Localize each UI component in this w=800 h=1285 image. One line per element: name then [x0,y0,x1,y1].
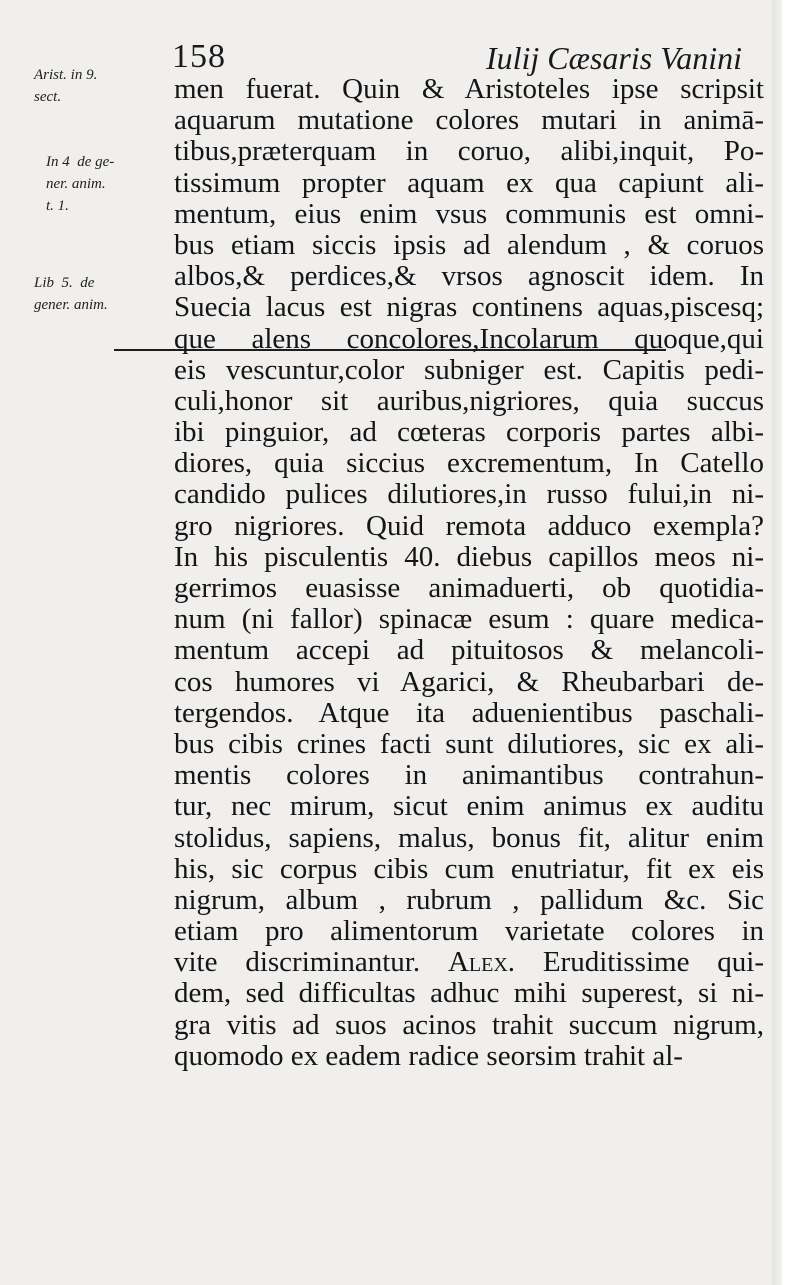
text-line: cos humores vi Agarici, & Rheubarbari de- [174,666,764,698]
text-line: men fuerat. Quin & Aristoteles ipse scripsit [174,74,764,105]
text-line-speaker [174,947,764,978]
text-line: gra vitis ad suos acinos trahit succum nigrum, [174,1009,764,1041]
speaker-name: Alex. [447,947,516,979]
text-line: quomodo ex eadem radice seorsim trahit al- [174,1040,683,1072]
text-line: bus etiam siccis ipsis ad alendum , & coruos [174,229,764,261]
text-line: num (ni fallor) spinacæ esum : quare medica- [174,604,764,636]
text-line: bus cibis crines facti sunt dilutiores, sic ex ali- [174,728,764,760]
text-line: diores, quia siccius excrementum, In Catello [174,448,764,480]
text-line: In his pisculentis 40. diebus capillos meos ni- [174,541,764,573]
text-line: albos,& perdices,& vrsos agnoscit idem. In [174,261,764,293]
text-line: aquarum mutatione colores mutari in animā- [174,105,764,137]
text-line: his, sic corpus cibis cum enutriatur, fit ex eis [174,853,764,885]
text-line: stolidus, sapiens, malus, bonus fit, alitur enim [174,822,764,854]
margin-note: In 4 de ge- ner. anim. t. 1. [46,154,115,214]
text-line: nigrum, album , rubrum , pallidum &c. Sic [174,884,764,916]
text-line: mentis colores in animantibus contrahun- [174,760,764,792]
text-line: tur, nec mirum, sicut enim animus ex auditu [174,791,764,823]
text-line: etiam pro alimentorum varietate colores in [174,916,764,948]
running-head: Iulij Cæsaris Vanini [485,40,742,76]
text-line: culi,honor sit auribus,nigriores, quia succus [174,385,764,417]
margin-notes [0,0,170,400]
text-line: dem, sed difficultas adhuc mihi superest, si ni- [174,978,764,1010]
text-line: tergendos. Atque ita aduenientibus paschali- [174,697,764,729]
page-edge-shadow [772,0,782,1285]
page-number: 158 [172,38,226,75]
text-line: candido pulices dilutiores,in russo fului,in ni- [174,479,764,511]
line-tail: Eruditissime qui- [515,947,764,979]
text-line: mentum, eius enim vsus communis est omni- [174,198,764,230]
text-line: Suecia lacus est nigras continens aquas,piscesq; [174,292,764,324]
margin-note: Lib 5. de gener. anim. [34,275,108,313]
text-line: gerrimos euasisse animaduerti, ob quotidia- [174,573,764,604]
text-line: que alens concolores,Incolarum quoque,qui [174,323,764,355]
body-text [174,74,764,1072]
text-line: ibi pinguior, ad cœteras corporis partes albi- [174,417,764,449]
text-line: eis vescuntur,color subniger est. Capitis pedi- [174,354,764,386]
text-line: gro nigriores. Quid remota adduco exempla? [174,510,764,542]
text-line: tibus,præterquam in coruo, alibi,inquit, Po- [174,136,764,168]
text-line: tissimum propter aquam ex qua capiunt ali- [174,167,764,199]
text-line: mentum accepi ad pituitosos & melancoli- [174,635,764,667]
line-lead: vite discriminantur. [174,947,448,979]
margin-note: Arist. in 9. sect. [34,67,98,105]
